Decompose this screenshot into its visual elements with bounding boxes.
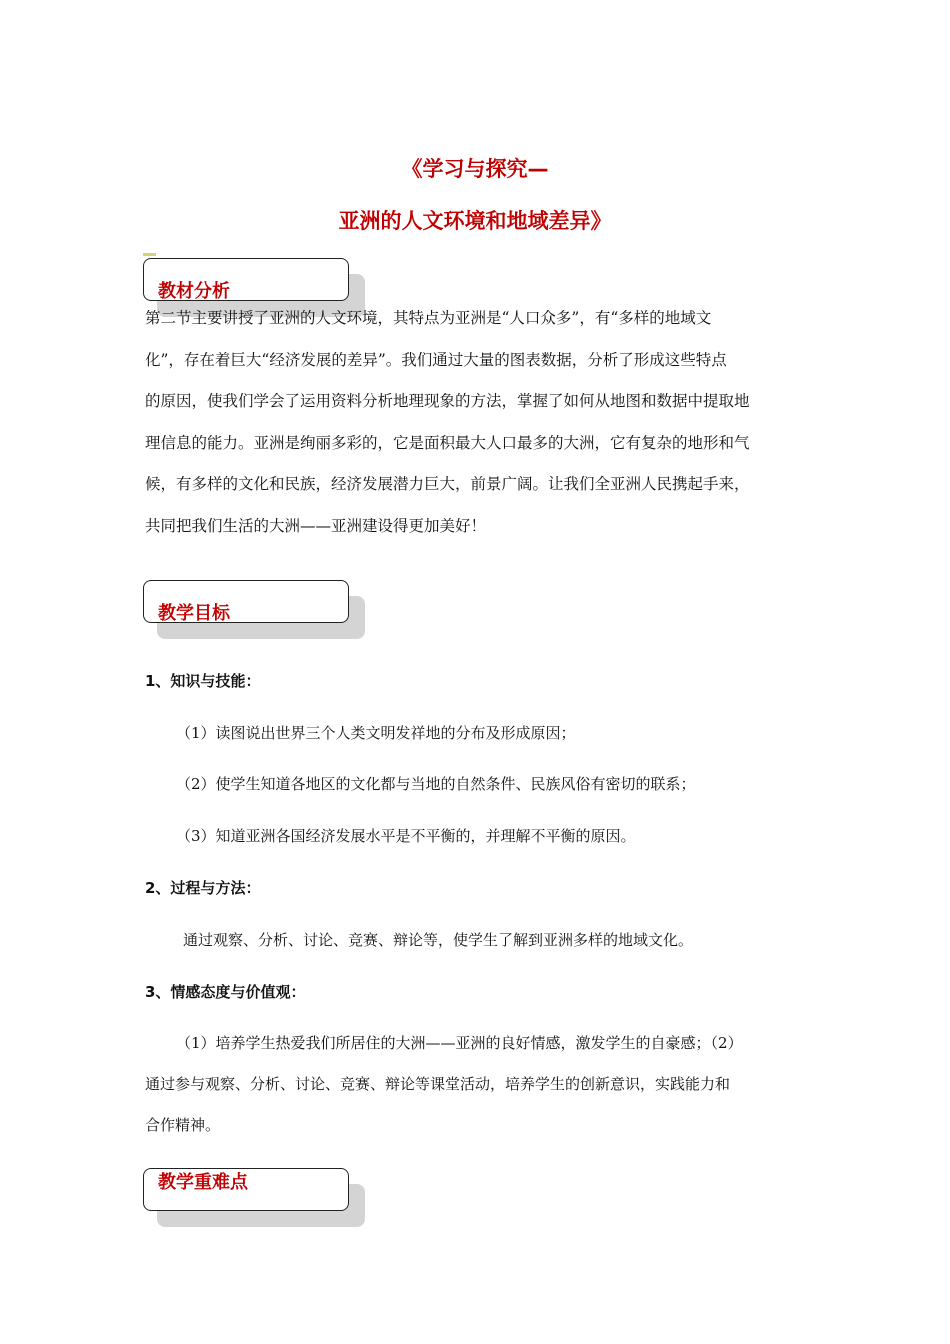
knowledge-item: （2）使学生知道各地区的文化都与当地的自然条件、民族风俗有密切的联系； — [176, 775, 696, 793]
process-text: 通过观察、分析、讨论、竞赛、辩论等，使学生了解到亚洲多样的地域文化。 — [183, 931, 694, 949]
document-title-line-1: 《学习与探究— — [401, 157, 549, 181]
document-title-line-2: 亚洲的人文环境和地域差异》 — [338, 209, 612, 233]
analysis-line: 候，有多样的文化和民族，经济发展潜力巨大，前景广阔。让我们全亚洲人民携起手来， — [145, 475, 750, 493]
section-heading-keypoints: 教学重难点 — [158, 1172, 248, 1193]
attitude-line: （1）培养学生热爱我们所居住的大洲——亚洲的良好情感，激发学生的自豪感；（2） — [176, 1034, 743, 1052]
section-heading-goals: 教学目标 — [158, 603, 230, 624]
analysis-line: 的原因，使我们学会了运用资料分析地理现象的方法，掌握了如何从地图和数据中提取地 — [145, 392, 750, 410]
section-heading-box-analysis — [143, 258, 351, 301]
section-heading-box-goals — [143, 580, 351, 623]
analysis-line: 共同把我们生活的大洲——亚洲建设得更加美好！ — [145, 516, 487, 535]
analysis-line: 理信息的能力。亚洲是绚丽多彩的，它是面积最大人口最多的大洲，它有复杂的地形和气 — [145, 433, 750, 452]
knowledge-heading: 1、知识与技能： — [145, 672, 261, 690]
knowledge-item: （1）读图说出世界三个人类文明发祥地的分布及形成原因； — [176, 724, 576, 742]
section-marker — [143, 253, 156, 256]
section-heading-box-keypoints — [143, 1168, 351, 1211]
section-heading-analysis: 教材分析 — [158, 281, 230, 302]
analysis-paragraph — [145, 298, 810, 547]
attitude-line: 通过参与观察、分析、讨论、竞赛、辩论等课堂活动，培养学生的创新意识，实践能力和 — [145, 1075, 731, 1093]
process-heading: 2、过程与方法： — [145, 879, 261, 897]
knowledge-item: （3）知道亚洲各国经济发展水平是不平衡的，并理解不平衡的原因。 — [176, 827, 636, 845]
attitude-heading: 3、情感态度与价值观： — [145, 983, 306, 1001]
analysis-line: 第二节主要讲授了亚洲的人文环境，其特点为亚洲是“人口众多”，有“多样的地域文 — [145, 309, 712, 327]
analysis-line: 化”，存在着巨大“经济发展的差异”。我们通过大量的图表数据，分析了形成这些特点 — [145, 350, 727, 369]
attitude-line: 合作精神。 — [145, 1116, 221, 1134]
